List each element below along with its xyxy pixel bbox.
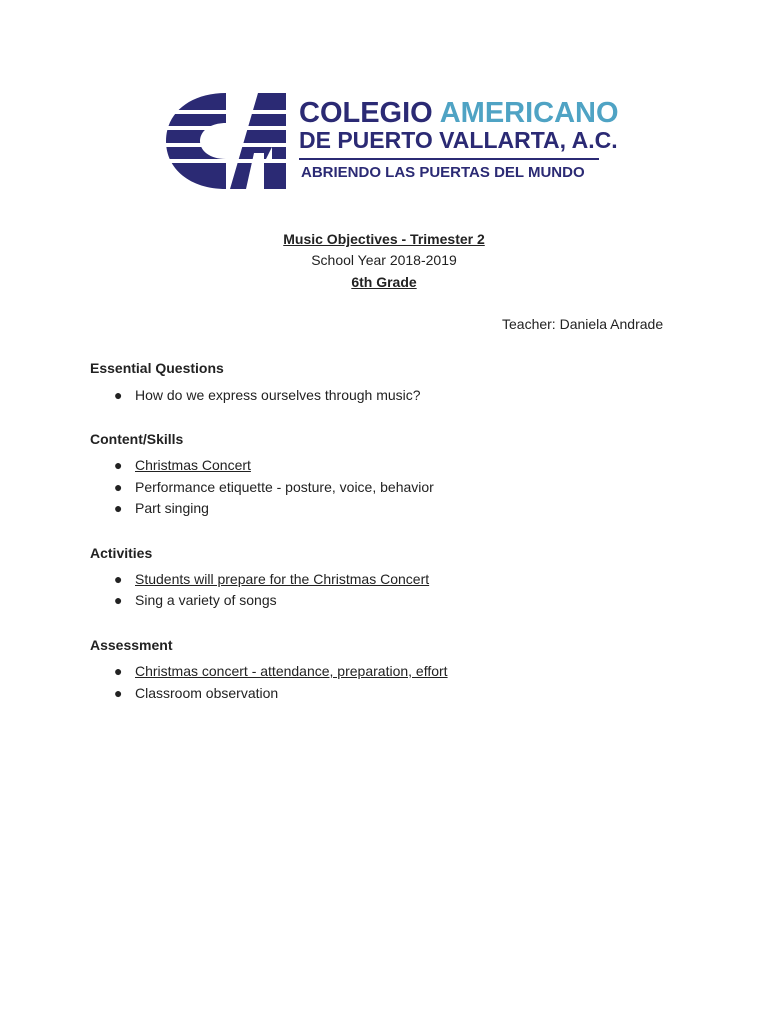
bullet-icon: ●: [114, 457, 123, 473]
list-item: [114, 386, 421, 404]
ca-logo-mark-icon: [166, 93, 288, 189]
logo-name-part1: COLEGIO: [299, 97, 433, 129]
section-heading-essential-questions: Essential Questions: [90, 360, 224, 376]
list-item[interactable]: [114, 570, 429, 588]
document-title: Music Objectives - Trimester 2: [283, 231, 485, 247]
list-item: [114, 591, 277, 609]
section-heading-assessment: Assessment: [90, 637, 173, 653]
list-item-text: Classroom observation: [135, 685, 279, 701]
list-item[interactable]: [114, 662, 448, 680]
list-item: [114, 499, 209, 517]
list-item-link[interactable]: Christmas concert - attendance, preparation, effort: [135, 663, 448, 679]
section-heading-content-skills: Content/Skills: [90, 431, 184, 447]
logo-school-name: [299, 97, 619, 129]
logo-name-part2: AMERICANO: [439, 97, 619, 129]
bullet-icon: ●: [114, 663, 123, 679]
logo-tagline: ABRIENDO LAS PUERTAS DEL MUNDO: [301, 164, 585, 181]
bullet-icon: ●: [114, 571, 123, 587]
list-item-link[interactable]: Christmas Concert: [135, 457, 251, 473]
list-item[interactable]: [114, 456, 251, 474]
bullet-icon: ●: [114, 685, 123, 701]
bullet-icon: ●: [114, 500, 123, 516]
list-item-text: Performance etiquette - posture, voice, behavior: [135, 479, 434, 495]
section-heading-activities: Activities: [90, 545, 153, 561]
list-item: [114, 684, 278, 702]
teacher-name: Teacher: Daniela Andrade: [502, 316, 664, 332]
bullet-icon: ●: [114, 592, 123, 608]
bullet-icon: ●: [114, 387, 123, 403]
school-year: School Year 2018-2019: [311, 252, 457, 268]
list-item-link[interactable]: Students will prepare for the Christmas Concert: [135, 571, 430, 587]
logo-divider: [299, 158, 599, 160]
list-item: [114, 478, 434, 496]
list-item-text: Sing a variety of songs: [135, 592, 277, 608]
list-item-text: Part singing: [135, 500, 209, 516]
grade-level: 6th Grade: [351, 274, 417, 290]
list-item-text: How do we express ourselves through music?: [135, 387, 421, 403]
bullet-icon: ●: [114, 479, 123, 495]
logo-school-location: DE PUERTO VALLARTA, A.C.: [299, 127, 618, 153]
school-logo: [166, 93, 619, 189]
